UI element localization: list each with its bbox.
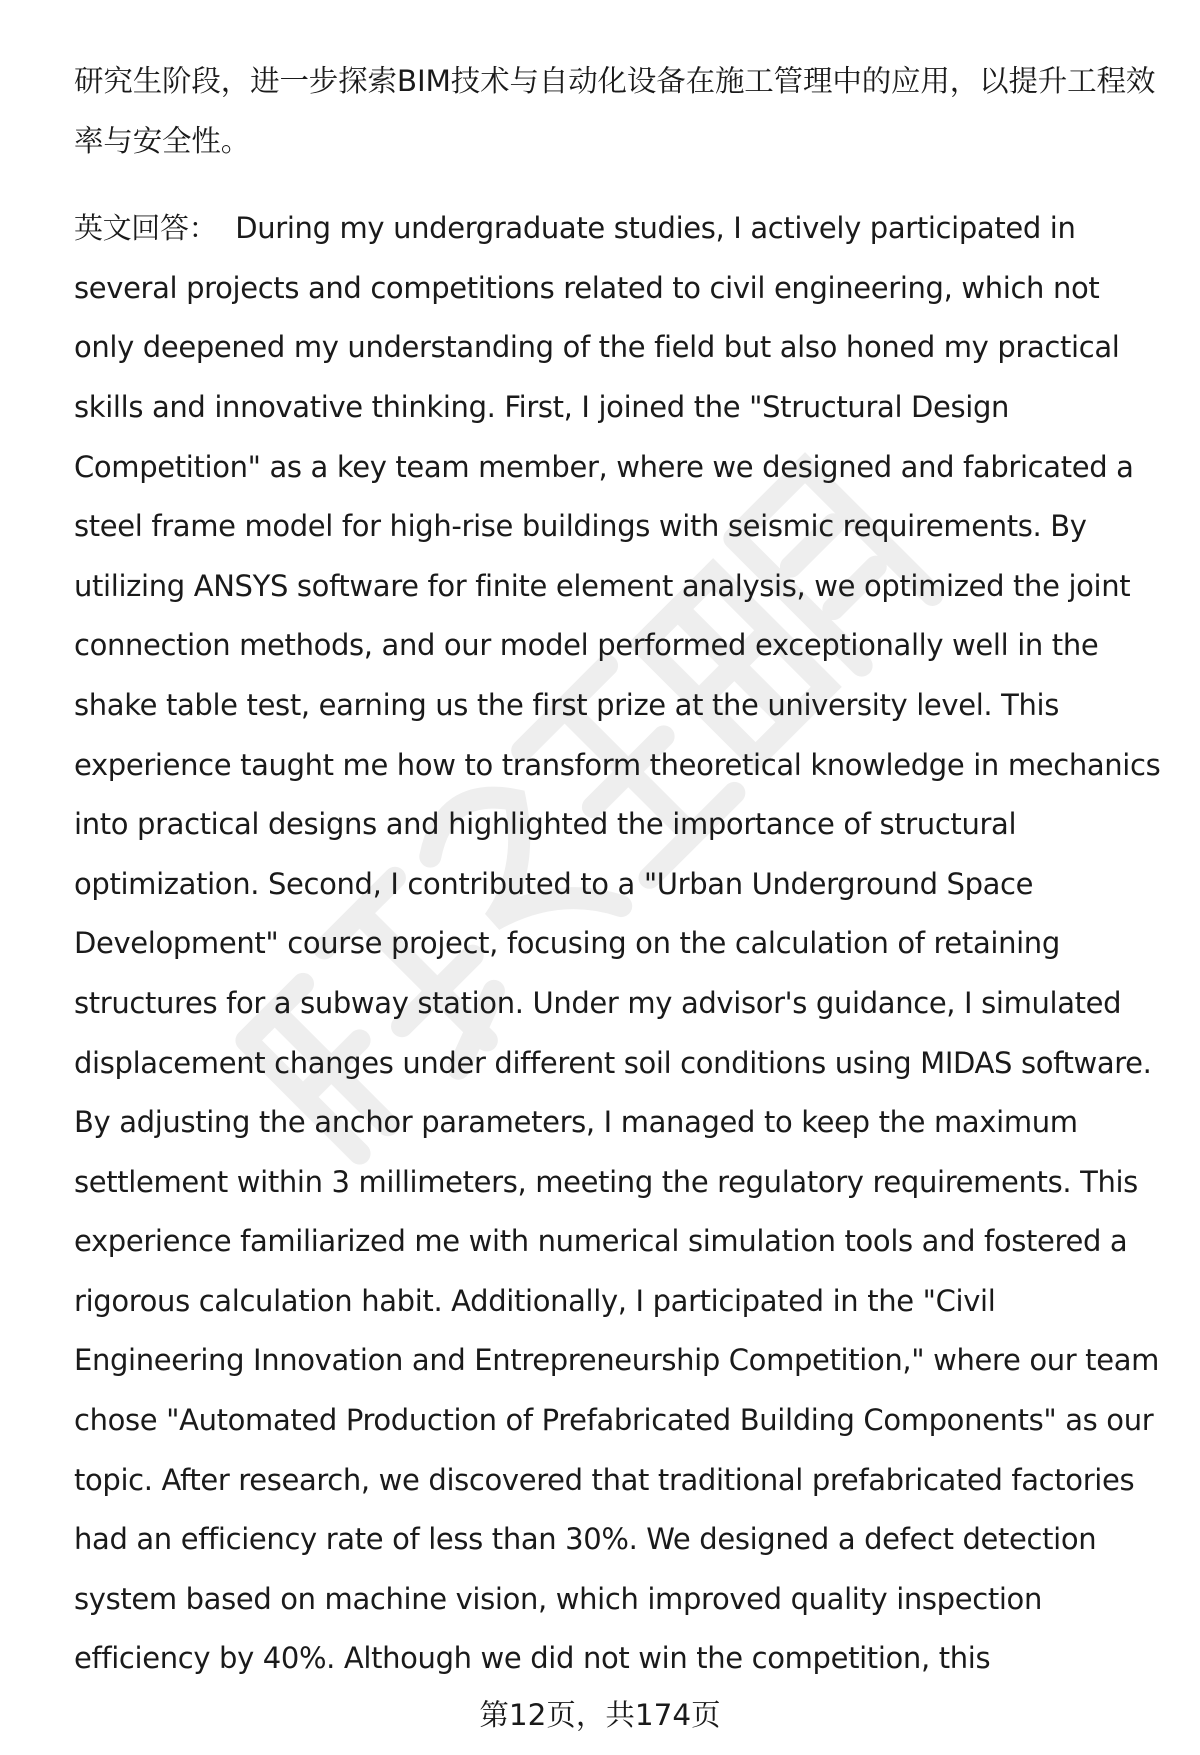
continuation-paragraph: 研究生阶段，进一步探索BIM技术与自动化设备在施工管理中的应用，以提升工程效率与安全性。	[74, 64, 1156, 158]
page-number-footer: 第12页，共174页	[479, 1698, 721, 1732]
answer-prefix: 英文回答：	[74, 211, 218, 246]
document-body	[74, 52, 1164, 1689]
answer-text: During my undergraduate studies, I actively participated in several projects and competitions related to civil engineering, which not only deepened my understanding of the field but also honed my practical skills and innovative thinking. First, I joined the "Structural Design Competition" as a key team member, where we designed and fabricated a steel frame model for high-rise buildings with seismic requirements. By utilizing ANSYS software for finite element analysis, we optimized the joint connection methods, and our model performed exceptionally well in the shake table test, earning us the first prize at the university level. This experience taught me how to transform theoretical knowledge in mechanics into practical designs and highlighted the importance of structural optimization. Second, I contributed to a "Urban Underground Space Development" course project, focusing on the calculation of retaining structures for a subway station. Under my advisor's guidance, I simulated displacement changes under different soil conditions using MIDAS software. By adjusting the anchor parameters, I managed to keep the maximum settlement within 3 millimeters, meeting the regulatory requirements. This experience familiarized me with numerical simulation tools and fostered a rigorous calculation habit. Additionally, I participated in the "Civil Engineering Innovation and Entrepreneurship Competition," where our team chose "Automated Production of Prefabricated Building Components" as our topic. After research, we discovered that traditional prefabricated factories had an efficiency rate of less than 30%. We designed a defect detection system based on machine vision, which improved quality inspection efficiency by 40%. Although we did not win the competition, this	[74, 211, 1161, 1676]
english-answer-paragraph	[74, 199, 1164, 1689]
